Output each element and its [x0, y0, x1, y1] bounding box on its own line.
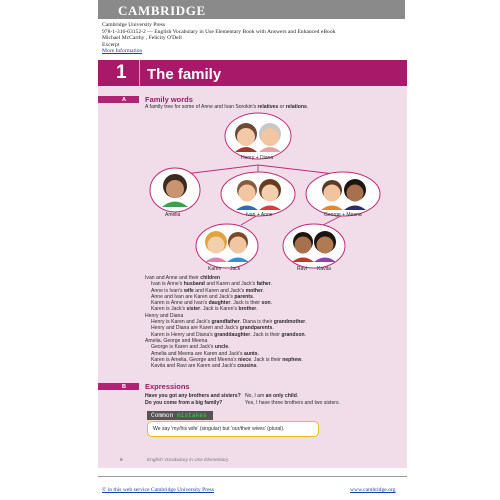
relation-text: .	[270, 281, 273, 288]
relation-text: Karen is Jack's	[151, 306, 187, 313]
label-george-meena: George + Meena	[324, 212, 362, 218]
key-word: wife	[183, 287, 194, 294]
relation-text: .	[262, 287, 265, 294]
label-henry-diana: Henry + Diana	[241, 155, 274, 161]
relation-text: Anne and Ivan are Karen and Jack's	[151, 293, 235, 300]
relation-text: Kavita and Ravi are Karen and Jack's	[151, 363, 238, 370]
relation-text: . Jack is Karen's	[200, 306, 239, 313]
page-number: 8	[120, 458, 123, 463]
relation-text: .	[304, 331, 306, 338]
ellipse-ravi-kavita	[283, 224, 345, 268]
relation-text: Karen is Amelia, George and Meena's	[151, 356, 239, 363]
relation-text: .	[272, 325, 274, 332]
label-jack: Jack	[230, 266, 241, 272]
relation-text: George is Karen and Jack's	[151, 344, 215, 351]
meta-line-3: Michael McCarthy , Felicity O'Dell	[102, 35, 182, 41]
key-word: brother	[238, 306, 257, 313]
section-a-letter: A	[122, 96, 126, 103]
section-a-bar	[98, 96, 139, 103]
key-word: aunts	[244, 350, 258, 357]
key-word: grandparents	[239, 325, 273, 332]
section-b-title: Expressions	[145, 382, 190, 391]
ellipse-karen-jack	[196, 224, 258, 268]
relation-text: . Jack is their	[250, 331, 282, 338]
unit-number: 1	[116, 62, 127, 83]
ellipse-ivan-anne	[221, 172, 295, 216]
expression-answer-1: No, I am an only child.	[245, 393, 299, 399]
label-karen: Karen	[208, 266, 222, 272]
key-word: husband	[183, 281, 205, 288]
unit-title: The family	[147, 66, 222, 83]
relation-text: Karen is Henry and Diana's	[151, 331, 215, 338]
cambridge-url-link[interactable]: www.cambridge.org	[350, 487, 396, 493]
relation-text: .	[256, 363, 258, 370]
relation-line	[145, 363, 395, 369]
key-word: children	[200, 275, 221, 281]
expression-question-2: Do you come from a big family?	[145, 400, 223, 406]
section-b-bar	[98, 383, 139, 390]
key-word: sister	[186, 306, 201, 313]
section-a-title: Family words	[145, 95, 193, 104]
key-word: uncle	[214, 344, 229, 351]
book-title-footer: English Vocabulary in Use Elementary	[147, 458, 229, 463]
relation-text: .	[305, 319, 307, 326]
key-word: cousins	[237, 363, 257, 370]
title-divider	[139, 60, 140, 86]
key-word: father	[256, 281, 271, 288]
expression-question-1: Have you got any brothers and sisters?	[145, 393, 241, 399]
label-kavita: Kavita	[317, 266, 331, 272]
relation-text: Anne is Ivan's	[151, 287, 184, 294]
relation-text: Amelia, George and Meena	[145, 337, 208, 344]
relation-text: . Diana is their	[239, 319, 274, 326]
relation-text: . Jack is their	[230, 300, 262, 307]
key-word: grandson	[281, 331, 305, 338]
relation-text: . Jack is their	[251, 356, 283, 363]
ellipse-grandparents	[225, 113, 291, 159]
meta-line-1: Cambridge University Press	[102, 22, 166, 28]
key-word: granddaughter	[214, 331, 251, 338]
key-word: parents	[234, 293, 253, 300]
copyright-link[interactable]: © in this web service Cambridge University Press	[102, 487, 214, 493]
label-ivan-anne: Ivan + Anne	[246, 212, 273, 218]
relation-text: Amelia and Meena are Karen and Jack's	[151, 350, 244, 357]
meta-line-4: Excerpt	[102, 41, 120, 48]
ellipse-george-meena	[306, 172, 380, 216]
footer-divider	[98, 476, 407, 477]
meta-line-2: 978-1-316-63152-2 — English Vocabulary in Use Elementary Book with Answers and Enhanced eBook	[102, 28, 336, 35]
relation-text: .	[252, 293, 255, 300]
key-word: niece	[238, 356, 252, 363]
relations-text	[145, 275, 395, 369]
relation-text: .	[256, 306, 258, 313]
key-word: mother	[245, 287, 263, 294]
more-information-link[interactable]: More Information	[102, 48, 143, 54]
key-word: grandmother	[273, 319, 306, 326]
expression-answer-2: Yes, I have three brothers and two sisters.	[245, 400, 340, 406]
section-b-letter: B	[122, 383, 126, 390]
key-word: daughter	[208, 300, 231, 307]
relation-text: Henry and Diana are Karen and Jack's	[151, 325, 240, 332]
cambridge-logo: CAMBRIDGE	[118, 3, 206, 18]
relation-text: Henry and Diana	[145, 312, 184, 319]
relation-text: and Karen and Jack's	[204, 281, 257, 288]
unit-title-bar	[98, 60, 407, 86]
key-word: grandfather	[211, 319, 240, 326]
key-word: nephew	[282, 356, 302, 363]
family-tree	[98, 112, 407, 277]
relation-text: .	[270, 300, 273, 307]
relation-text: Karen is Anne and Ivan's	[151, 300, 209, 307]
key-word: son	[261, 300, 271, 307]
relation-text: and Karen and Jack's	[193, 287, 246, 294]
common-mistakes-heading: Common mistakes	[147, 411, 213, 420]
relation-text: Ivan and Anne and their	[145, 275, 201, 281]
relation-text: Ivan is Anne's	[151, 281, 184, 288]
label-ravi: Ravi	[297, 266, 308, 272]
label-amelia: Amelia	[165, 212, 181, 218]
relation-text: .	[257, 350, 260, 357]
relation-text: .	[228, 344, 230, 351]
relation-text: .	[301, 356, 303, 363]
relation-text: Henry is Karen and Jack's	[151, 319, 212, 326]
common-mistakes-text: We say 'my/his wife' (singular) but 'our/their wives' (plural).	[153, 426, 285, 432]
section-a-intro: A family tree for some of Anne and Ivan Sorokin's relatives or relations.	[145, 104, 309, 110]
